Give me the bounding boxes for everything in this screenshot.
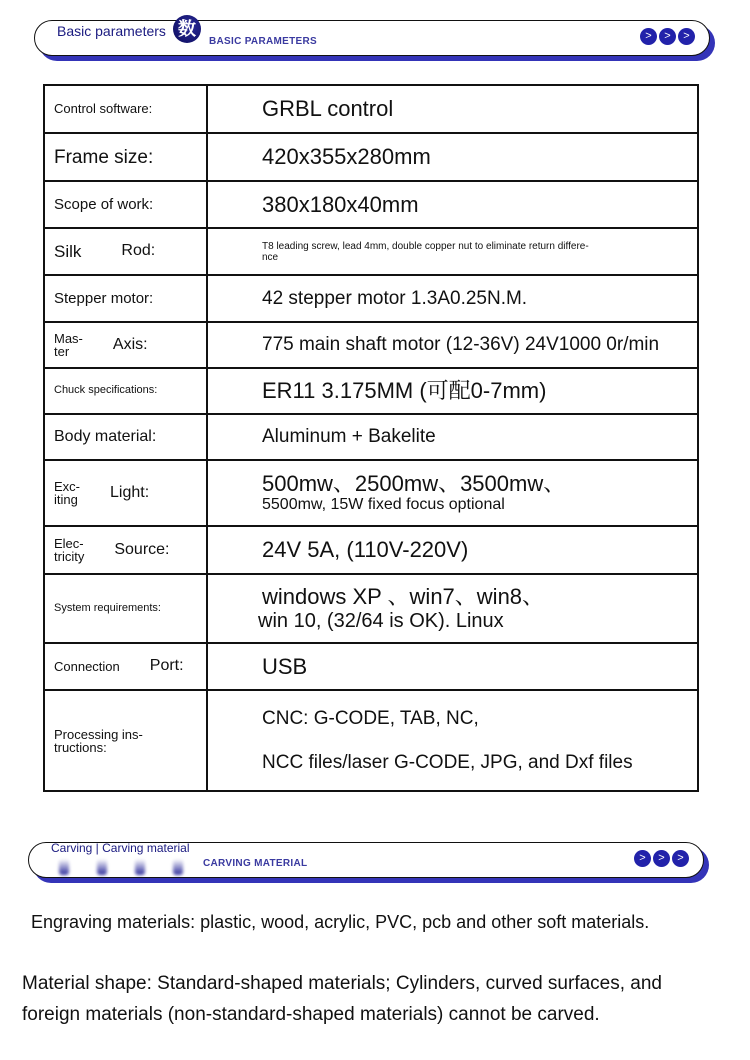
row-value (207, 643, 698, 690)
value-line: nce (262, 251, 279, 263)
row-value (207, 460, 698, 526)
table-row (44, 322, 698, 368)
row-label (44, 228, 207, 275)
label-part: Silk (54, 241, 82, 261)
arrows (634, 850, 689, 867)
table-row (44, 526, 698, 574)
row-value (207, 133, 698, 181)
row-value (207, 322, 698, 368)
chevron-right-icon: > (640, 28, 657, 45)
table-row (44, 643, 698, 690)
value-line: GRBL control (262, 96, 394, 122)
table-row (44, 228, 698, 275)
row-label (44, 414, 207, 460)
banner-subtitle: CARVING MATERIAL (203, 858, 308, 869)
row-label (44, 85, 207, 133)
label-part: Processing ins- tructions: (54, 726, 143, 755)
table-row (44, 133, 698, 181)
row-label (44, 133, 207, 181)
table-row (44, 85, 698, 133)
value-line: 500mw、2500mw、3500mw、 (262, 471, 566, 497)
value-line: win 10, (32/64 is OK). Linux (258, 609, 504, 632)
table-row (44, 181, 698, 228)
row-label (44, 181, 207, 228)
value-line: 775 main shaft motor (12-36V) 24V1000 0r/min (262, 334, 660, 356)
label-part: Port: (149, 657, 184, 675)
label-part: Connection (54, 658, 120, 674)
table-row (44, 574, 698, 643)
value-line: 42 stepper motor 1.3A0.25N.M. (262, 287, 528, 309)
label-part: Chuck specifications: (54, 384, 158, 397)
material-shape-text: Material shape: Standard-shaped materials; Cylinders, curved surfaces, and foreign materials (non-standard-shaped materials) cannot be carved. (22, 973, 662, 1025)
badge-icon: 数 (173, 15, 201, 43)
row-label (44, 574, 207, 643)
label-part: Rod: (121, 242, 156, 260)
table-row (44, 690, 698, 791)
row-label (44, 275, 207, 322)
row-value (207, 690, 698, 791)
label-part: Source: (114, 541, 170, 558)
row-value (207, 275, 698, 322)
value-line: ER11 3.175MM (可配0-7mm) (262, 378, 547, 404)
row-value (207, 85, 698, 133)
value-line: 5500mw, 15W fixed focus optional (262, 496, 505, 514)
row-label (44, 460, 207, 526)
row-value (207, 574, 698, 643)
chevron-right-icon: > (678, 28, 695, 45)
row-label (44, 368, 207, 414)
chevron-right-icon: > (653, 850, 670, 867)
row-value (207, 181, 698, 228)
row-label (44, 322, 207, 368)
row-value (207, 368, 698, 414)
arrows (640, 28, 695, 45)
value-line: 24V 5A, (110V-220V) (262, 537, 469, 563)
label-part: Scope of work: (54, 195, 154, 213)
chevron-right-icon: > (634, 850, 651, 867)
label-part: Mas- ter (54, 331, 83, 359)
value-line: Aluminum + Bakelite (262, 426, 436, 448)
row-label (44, 690, 207, 791)
label-part: Control software: (54, 101, 153, 117)
label-part: Light: (110, 484, 150, 501)
label-part: Axis: (112, 336, 148, 353)
label-part: System requirements: (54, 601, 161, 614)
label-part: Exc- iting (54, 479, 80, 507)
row-value (207, 414, 698, 460)
value-line: 380x180x40mm (262, 191, 419, 217)
row-value (207, 526, 698, 574)
value-line: 420x355x280mm (262, 144, 431, 170)
banner-title: Basic parameters (57, 23, 166, 39)
label-part: Frame size: (54, 146, 154, 168)
value-line: CNC: G-CODE, TAB, NC, (262, 707, 479, 729)
banner-title: Carving | Carving material (51, 841, 190, 855)
label-part: Elec- tricity (54, 536, 85, 564)
table-row (44, 368, 698, 414)
engraving-materials-text: Engraving materials: plastic, wood, acrylic, PVC, pcb and other soft materials. (31, 912, 650, 932)
table-row (44, 414, 698, 460)
value-line: USB (262, 653, 308, 679)
value-line: T8 leading screw, lead 4mm, double copper nut to eliminate return differe- (262, 240, 589, 252)
table-row (44, 460, 698, 526)
label-part: Stepper motor: (54, 289, 154, 307)
label-part: Body material: (54, 427, 157, 445)
row-value (207, 228, 698, 275)
parameters-table (43, 84, 699, 792)
row-label (44, 643, 207, 690)
value-line: windows XP 、win7、win8、 (262, 584, 545, 610)
banner-subtitle: BASIC PARAMETERS (209, 36, 317, 47)
row-label (44, 526, 207, 574)
carving-material-banner (28, 842, 704, 878)
value-line: NCC files/laser G-CODE, JPG, and Dxf files (262, 751, 633, 773)
chevron-right-icon: > (659, 28, 676, 45)
basic-parameters-banner (34, 20, 710, 56)
chevron-right-icon: > (672, 850, 689, 867)
table-row (44, 275, 698, 322)
